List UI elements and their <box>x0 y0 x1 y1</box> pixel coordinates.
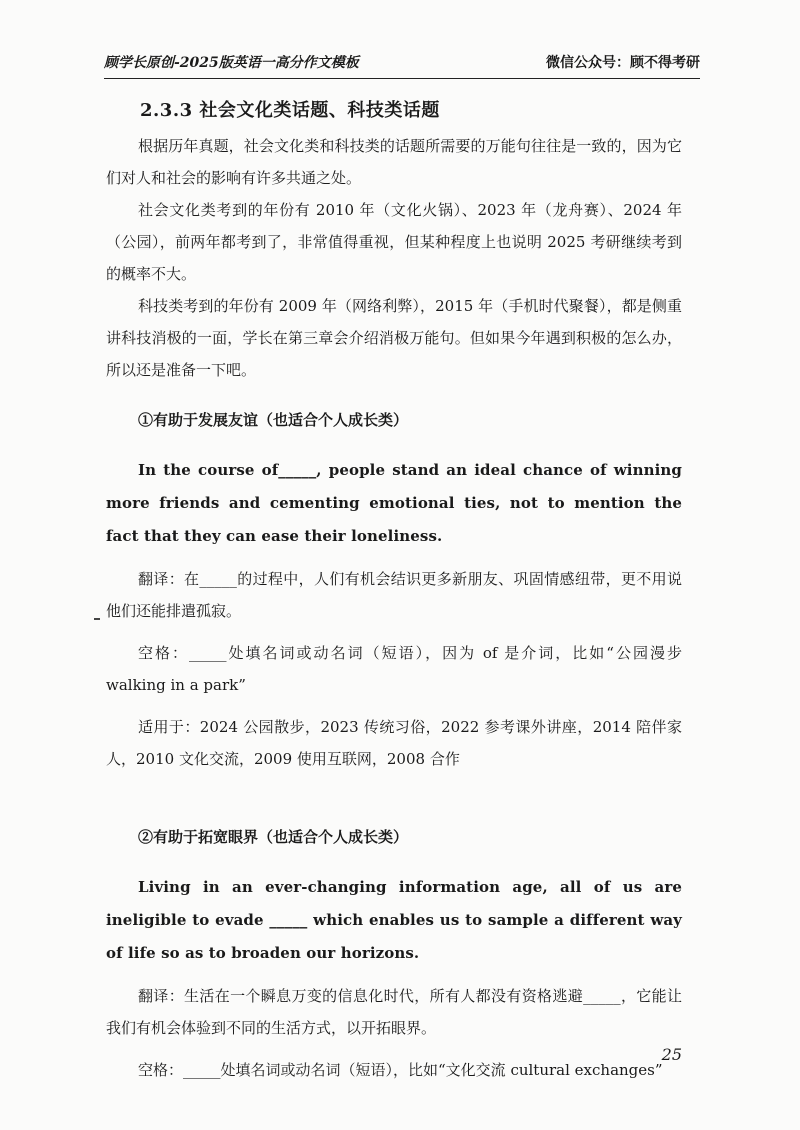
intro-paragraph-1: 根据历年真题，社会文化类和科技类的话题所需要的万能句往往是一致的，因为它们对人和社会的影响有许多共通之处。 <box>106 137 682 187</box>
header-right-wechat: 微信公众号：顾不得考研 <box>546 55 700 71</box>
page-content <box>106 96 682 1086</box>
item1-blank-note: 空格：_____处填名词或动名词（短语），因为 of 是介词，比如“公园漫步 walking in a park” <box>106 644 682 694</box>
item2-heading: ②有助于拓宽眼界（也适合个人成长类） <box>138 828 409 846</box>
item2-translation: 翻译：生活在一个瞬息万变的信息化时代，所有人都没有资格逃避_____，它能让我们有机会体验到不同的生活方式，以开拓眼界。 <box>106 987 682 1037</box>
item1-heading: ①有助于发展友谊（也适合个人成长类） <box>138 411 409 429</box>
header-left-title: 顾学长原创-2025版英语一高分作文模板 <box>104 55 359 71</box>
scan-mark <box>94 618 100 620</box>
intro-paragraph-2: 社会文化类考到的年份有 2010 年（文化火锅）、2023 年（龙舟赛）、2024 年（公园），前两年都考到了，非常值得重视，但某种程度上也说明 2025 考研继续考到的概率不大。 <box>106 201 682 283</box>
item1-translation: 翻译：在_____的过程中，人们有机会结识更多新朋友、巩固情感纽带，更不用说他们还能排遣孤寂。 <box>106 570 682 620</box>
page-number: 25 <box>661 1045 682 1064</box>
intro-paragraph-3: 科技类考到的年份有 2009 年（网络利弊），2015 年（手机时代聚餐），都是侧重讲科技消极的一面，学长在第三章会介绍消极万能句。但如果今年遇到积极的怎么办，所以还是准备一下吧。 <box>106 297 682 379</box>
item1-applicable: 适用于：2024 公园散步，2023 传统习俗，2022 参考课外讲座，2014 陪伴家人，2010 文化交流，2009 使用互联网，2008 合作 <box>106 718 682 768</box>
item2-blank-note: 空格：_____处填名词或动名词（短语），比如“文化交流 cultural exchanges” <box>138 1061 663 1079</box>
page-header <box>104 52 700 79</box>
item1-english-sentence: In the course of_____, people stand an ideal chance of winning more friends and cementing emotional ties, not to mention the fact that they can ease their loneliness. <box>106 461 682 545</box>
item2-english-sentence: Living in an ever-changing information age, all of us are ineligible to evade _____ which enables us to sample a different way of life so as to broaden our horizons. <box>106 878 682 962</box>
section-title: 2.3.3 社会文化类话题、科技类话题 <box>140 100 440 121</box>
